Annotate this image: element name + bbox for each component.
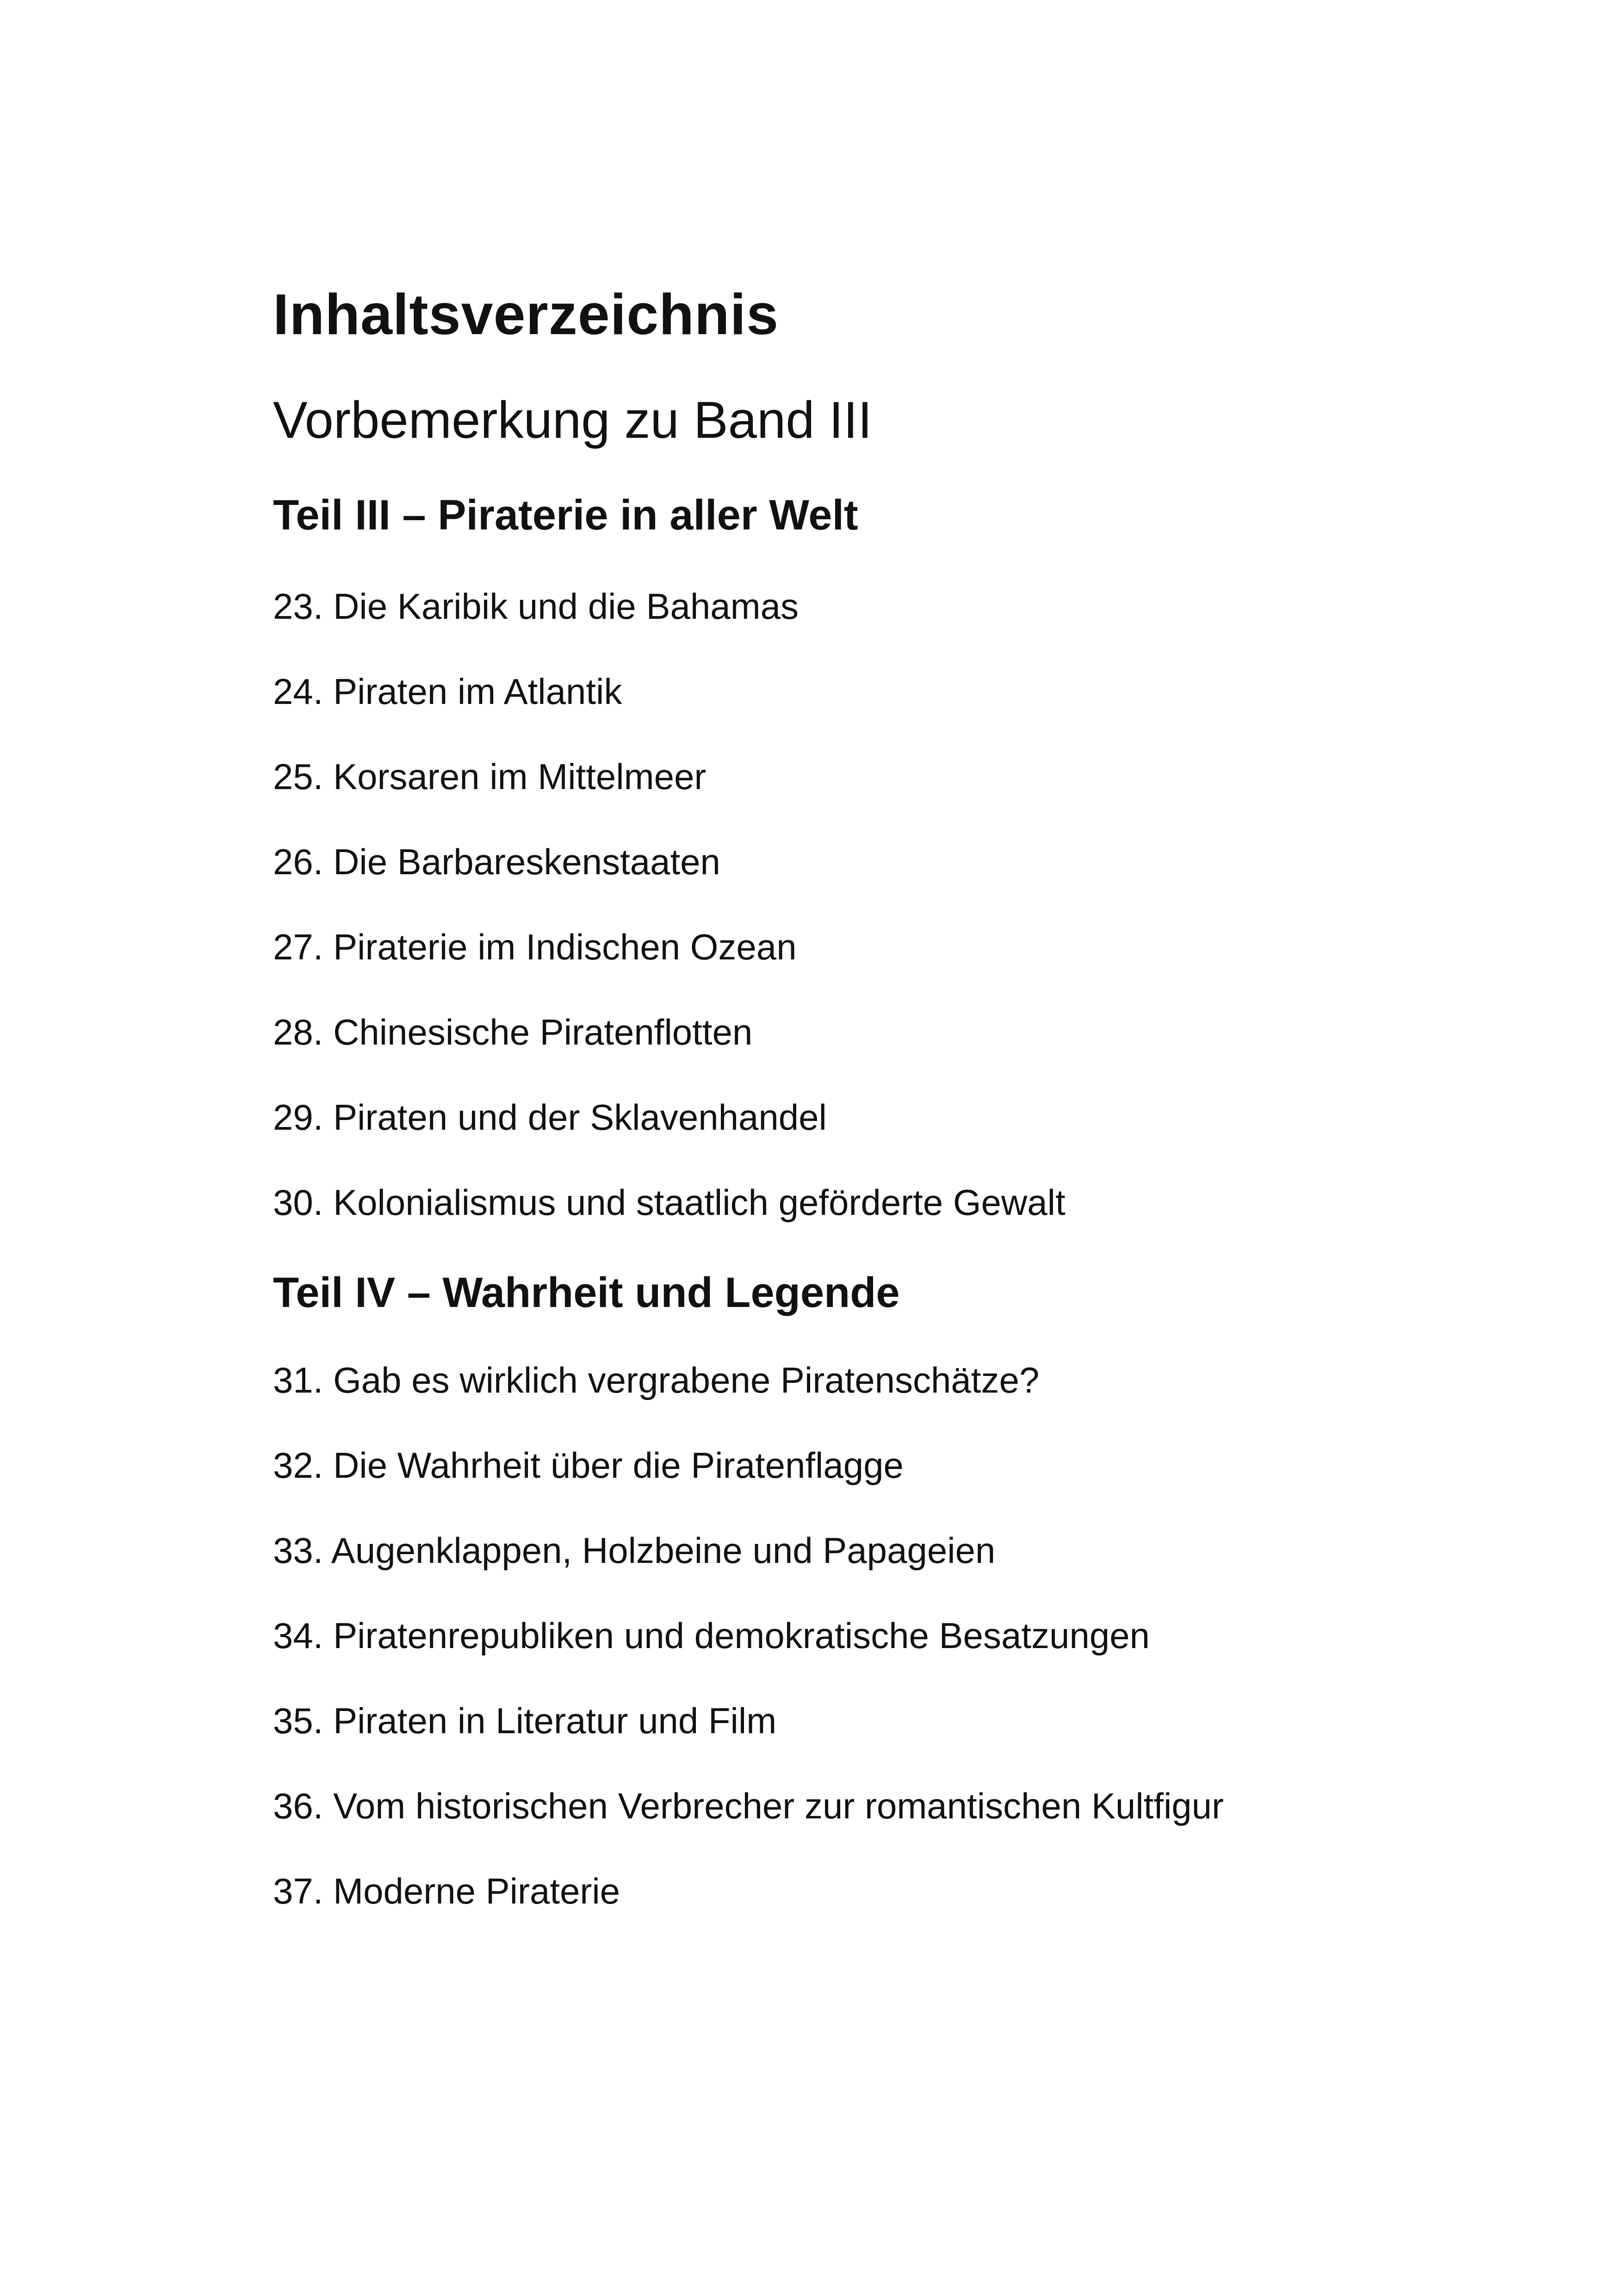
chapter-entry: 32. Die Wahrheit über die Piratenflagge: [273, 1445, 904, 1486]
chapter-entry: 30. Kolonialismus und staatlich geförderte Gewalt: [273, 1182, 1066, 1223]
chapter-entry: 26. Die Barbareskenstaaten: [273, 841, 720, 882]
chapter-entry: 27. Piraterie im Indischen Ozean: [273, 927, 797, 967]
chapter-entry: 24. Piraten im Atlantik: [273, 671, 622, 712]
part-heading-teil-iii: Teil III – Piraterie in aller Welt: [273, 492, 858, 539]
chapter-entry: 23. Die Karibik und die Bahamas: [273, 586, 799, 627]
part-heading-teil-iv: Teil IV – Wahrheit und Legende: [273, 1269, 900, 1316]
table-of-contents: [273, 273, 1430, 1919]
chapter-entry: 33. Augenklappen, Holzbeine und Papageien: [273, 1530, 996, 1571]
chapter-entry: 35. Piraten in Literatur und Film: [273, 1700, 777, 1741]
chapter-entry: 36. Vom historischen Verbrecher zur romantischen Kultfigur: [273, 1786, 1224, 1826]
chapter-entry: 37. Moderne Piraterie: [273, 1871, 620, 1911]
chapter-entry: 34. Piratenrepubliken und demokratische Besatzungen: [273, 1615, 1150, 1656]
chapter-entry: 31. Gab es wirklich vergrabene Piratenschätze?: [273, 1360, 1040, 1400]
chapter-entry: 28. Chinesische Piratenflotten: [273, 1012, 753, 1052]
toc-title: Inhaltsverzeichnis: [273, 283, 779, 347]
chapter-entry: 25. Korsaren im Mittelmeer: [273, 756, 707, 797]
chapter-list-teil-iv: [273, 1352, 1430, 1919]
chapter-entry: 29. Piraten und der Sklavenhandel: [273, 1097, 827, 1138]
toc-preface-entry: Vorbemerkung zu Band III: [273, 391, 872, 449]
chapter-list-teil-iii: [273, 579, 1430, 1230]
